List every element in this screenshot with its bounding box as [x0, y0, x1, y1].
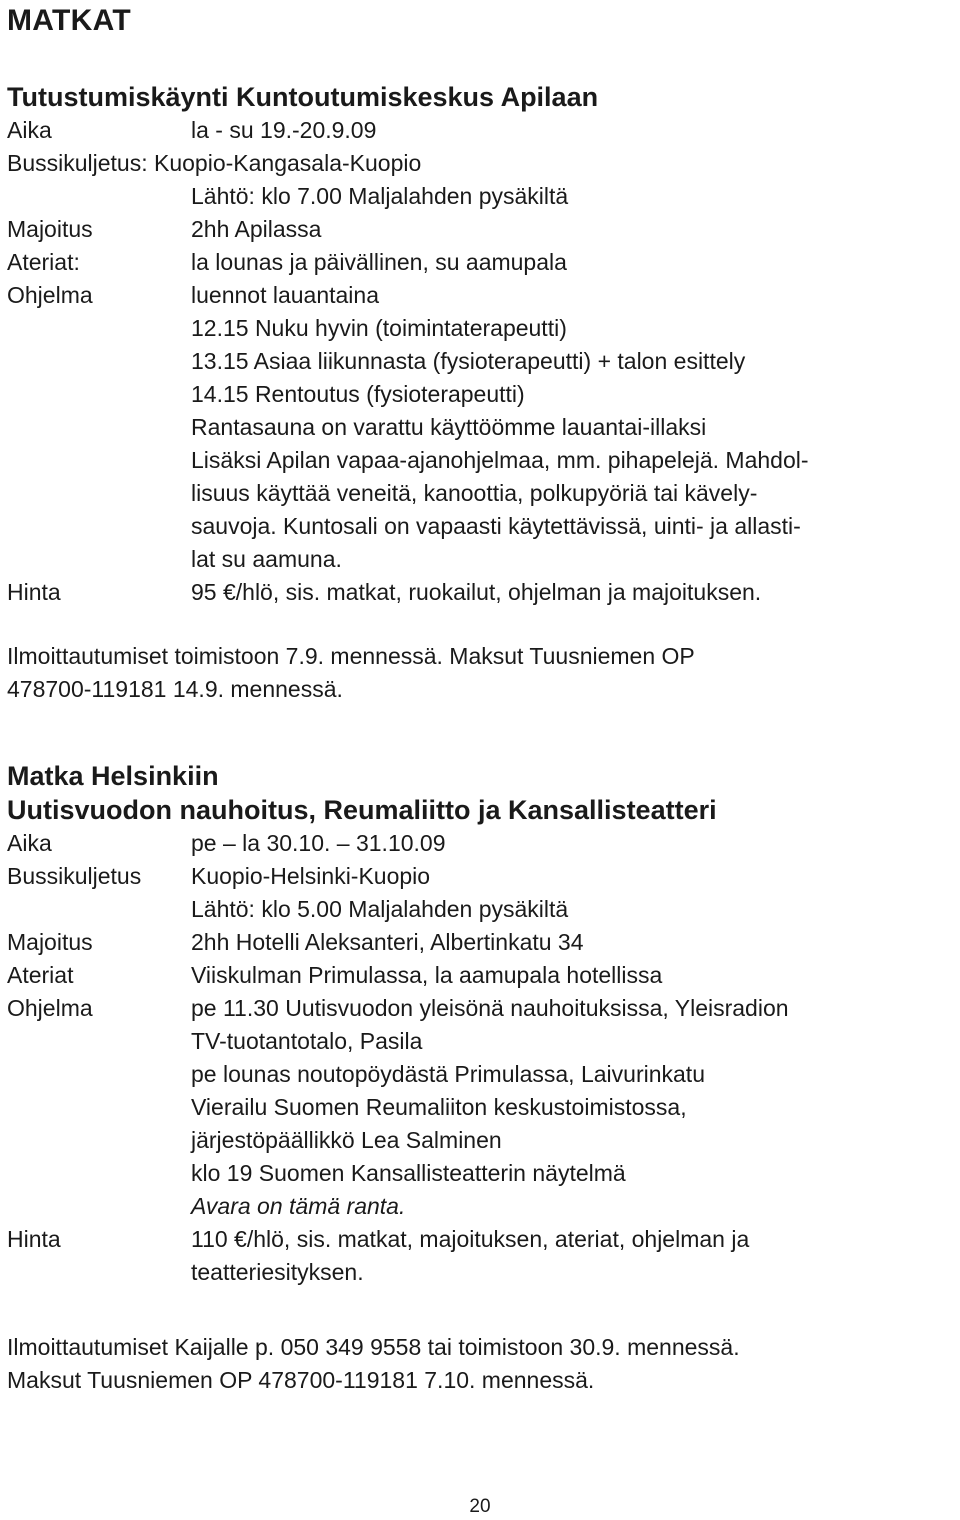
aika-value: la - su 19.-20.9.09 [191, 117, 377, 143]
ohjelma-line: 14.15 Rentoutus (fysioterapeutti) [191, 381, 525, 407]
ohjelma-line: Rantasauna on varattu käyttöömme lauantai-illaksi [191, 414, 707, 440]
trip-heading: Tutustumiskäynti Kuntoutumiskeskus Apilaan [7, 82, 599, 112]
ohjelma-line: järjestöpäällikkö Lea Salminen [191, 1127, 502, 1153]
ateriat-row [7, 246, 953, 279]
bus-label: Bussikuljetus [7, 863, 142, 889]
ohjelma-line: pe 11.30 Uutisvuodon yleisönä nauhoituksissa, Yleisradion [191, 995, 789, 1021]
ohjelma-row [7, 1025, 953, 1058]
bus-text: Bussikuljetus: Kuopio-Kangasala-Kuopio [7, 150, 422, 176]
notice-line: Maksut Tuusniemen OP 478700-119181 7.10. mennessä. [7, 1367, 595, 1393]
ohjelma-row [7, 279, 953, 312]
ohjelma-line: 12.15 Nuku hyvin (toimintaterapeutti) [191, 315, 567, 341]
hinta-value: 95 €/hlö, sis. matkat, ruokailut, ohjelman ja majoituksen. [191, 579, 762, 605]
majoitus-row [7, 926, 953, 959]
ohjelma-row [7, 312, 953, 345]
trip-section-helsinki [7, 759, 953, 1289]
ateriat-label: Ateriat [7, 962, 74, 988]
majoitus-label: Majoitus [7, 216, 93, 242]
trip-subheading: Uutisvuodon nauhoitus, Reumaliitto ja Kansallisteatteri [7, 795, 717, 825]
ateriat-value: la lounas ja päivällinen, su aamupala [191, 249, 567, 275]
notice-line: 478700-119181 14.9. mennessä. [7, 676, 343, 702]
majoitus-value: 2hh Apilassa [191, 216, 322, 242]
registration-notice [7, 1331, 740, 1397]
majoitus-row [7, 213, 953, 246]
ohjelma-row [7, 510, 953, 543]
ohjelma-line: sauvoja. Kuntosali on vapaasti käytettävissä, uinti- ja allasti- [191, 513, 801, 539]
hinta-label: Hinta [7, 1226, 61, 1252]
majoitus-value: 2hh Hotelli Aleksanteri, Albertinkatu 34 [191, 929, 584, 955]
hinta-line: 110 €/hlö, sis. matkat, majoituksen, ateriat, ohjelman ja [191, 1226, 750, 1252]
aika-row [7, 114, 953, 147]
page-number: 20 [469, 1496, 491, 1517]
ohjelma-line: Vierailu Suomen Reumaliiton keskustoimistossa, [191, 1094, 687, 1120]
departure-text: Lähtö: klo 5.00 Maljalahden pysäkiltä [191, 896, 569, 922]
document-page [7, 0, 953, 1520]
trip-heading: Matka Helsinkiin [7, 761, 219, 791]
ohjelma-line: luennot lauantaina [191, 282, 379, 308]
ohjelma-row [7, 1190, 953, 1223]
ohjelma-row [7, 1124, 953, 1157]
page-title: MATKAT [7, 4, 131, 37]
majoitus-label: Majoitus [7, 929, 93, 955]
departure-row [7, 893, 953, 926]
ohjelma-row [7, 345, 953, 378]
bus-row [7, 147, 953, 180]
departure-row [7, 180, 953, 213]
hinta-row [7, 1223, 953, 1256]
ohjelma-label: Ohjelma [7, 282, 93, 308]
ohjelma-line: 13.15 Asiaa liikunnasta (fysioterapeutti) + talon esittely [191, 348, 746, 374]
ohjelma-row [7, 444, 953, 477]
hinta-row [7, 576, 953, 609]
ohjelma-line: pe lounas noutopöydästä Primulassa, Laivurinkatu [191, 1061, 705, 1087]
aika-label: Aika [7, 117, 52, 143]
ateriat-label: Ateriat: [7, 249, 80, 275]
registration-notice [7, 640, 695, 706]
aika-row [7, 827, 953, 860]
ohjelma-line: Lisäksi Apilan vapaa-ajanohjelmaa, mm. pihapelejä. Mahdol- [191, 447, 809, 473]
ohjelma-row [7, 378, 953, 411]
hinta-row [7, 1256, 953, 1289]
aika-label: Aika [7, 830, 52, 856]
ohjelma-row [7, 992, 953, 1025]
notice-line: Ilmoittautumiset toimistoon 7.9. mennessä. Maksut Tuusniemen OP [7, 643, 695, 669]
ohjelma-row [7, 1091, 953, 1124]
hinta-label: Hinta [7, 579, 61, 605]
ateriat-row [7, 959, 953, 992]
hinta-line: teatteriesityksen. [191, 1259, 364, 1285]
ohjelma-line: TV-tuotantotalo, Pasila [191, 1028, 423, 1054]
trip-section-apila [7, 80, 953, 609]
ohjelma-row [7, 1058, 953, 1091]
ohjelma-line: lisuus käyttää veneitä, kanoottia, polkupyöriä tai kävely- [191, 480, 758, 506]
ohjelma-row [7, 477, 953, 510]
ohjelma-row [7, 543, 953, 576]
bus-row [7, 860, 953, 893]
notice-line: Ilmoittautumiset Kaijalle p. 050 349 9558 tai toimistoon 30.9. mennessä. [7, 1334, 740, 1360]
ohjelma-line: klo 19 Suomen Kansallisteatterin näytelmä [191, 1160, 626, 1186]
aika-value: pe – la 30.10. – 31.10.09 [191, 830, 446, 856]
ohjelma-row [7, 1157, 953, 1190]
ohjelma-row [7, 411, 953, 444]
play-title: Avara on tämä ranta. [191, 1193, 406, 1219]
departure-text: Lähtö: klo 7.00 Maljalahden pysäkiltä [191, 183, 569, 209]
ohjelma-label: Ohjelma [7, 995, 93, 1021]
ohjelma-line: lat su aamuna. [191, 546, 342, 572]
ateriat-value: Viiskulman Primulassa, la aamupala hotellissa [191, 962, 663, 988]
bus-value: Kuopio-Helsinki-Kuopio [191, 863, 431, 889]
